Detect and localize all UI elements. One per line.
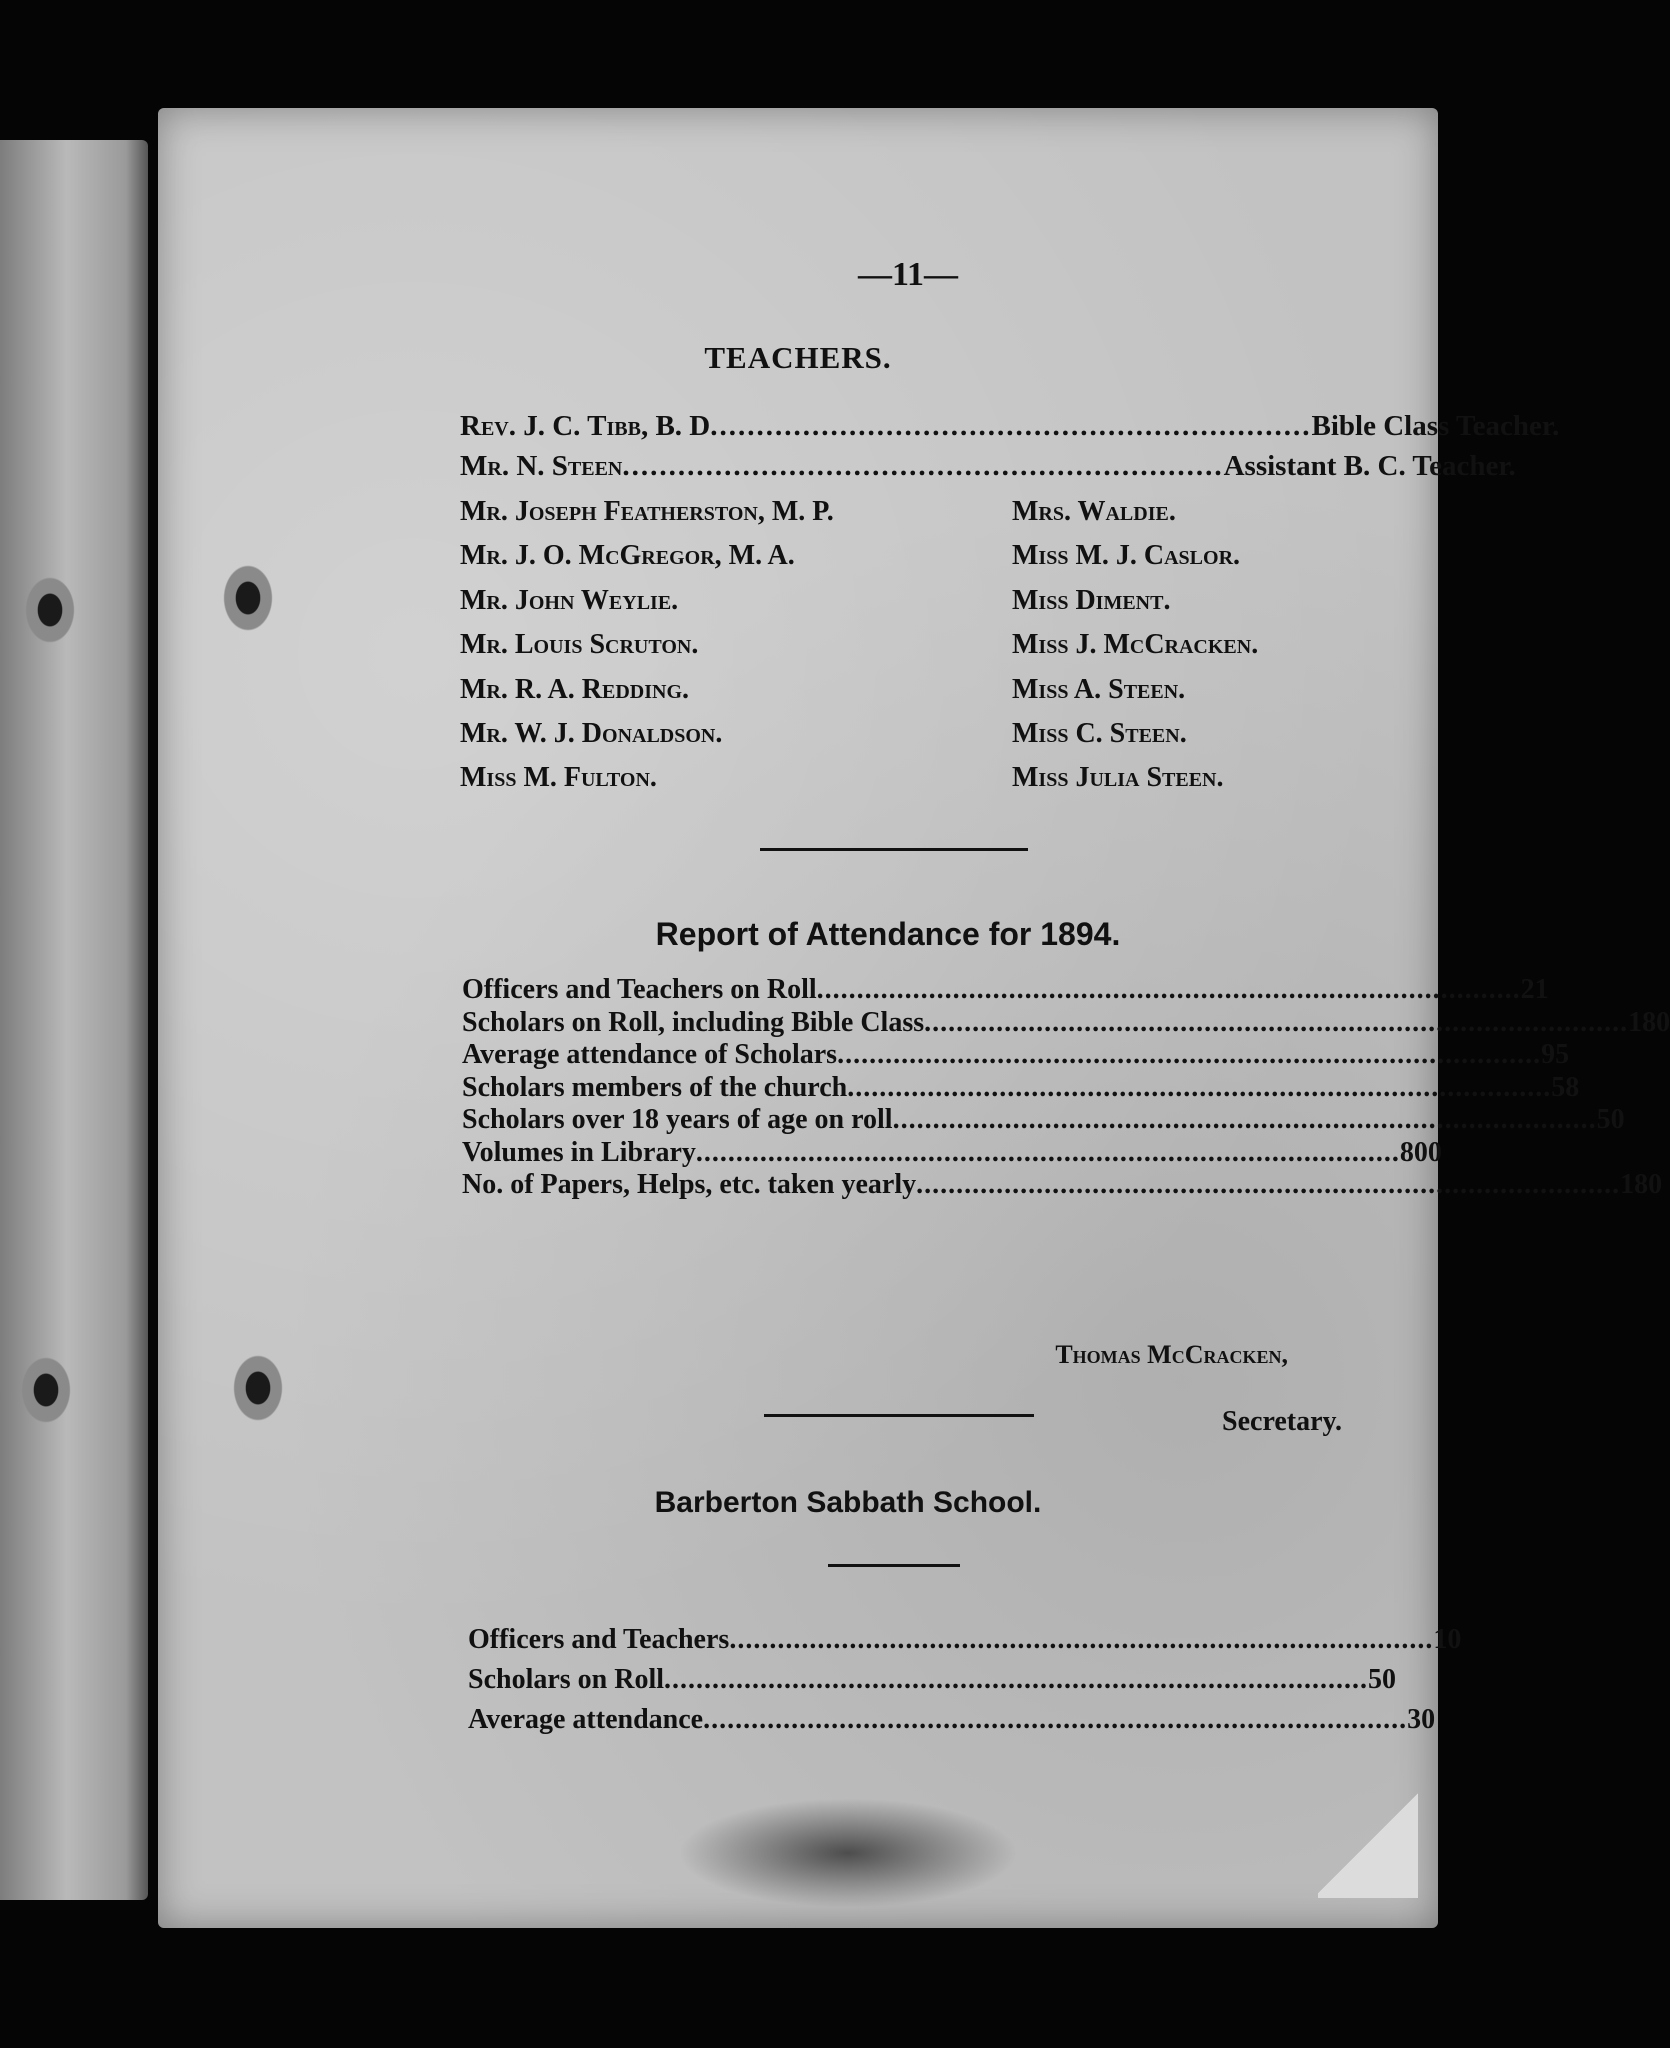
barberton-row (468, 1620, 1462, 1660)
leader-dots: ........................................................................................ (837, 1039, 1542, 1070)
row-label: Scholars on Roll, including Bible Class (462, 1006, 925, 1038)
teacher-name: Miss Julia Steen. (1012, 762, 1224, 794)
barberton-heading (158, 1486, 1438, 1520)
row-value: 21 (1520, 974, 1549, 1005)
row-value: 800 (1399, 1136, 1442, 1168)
secretary-name: Thomas McCracken, (1055, 1340, 1288, 1369)
facing-page (0, 140, 148, 1900)
row-value: 95 (1541, 1039, 1570, 1070)
barberton-row (468, 1660, 1397, 1700)
leader-dots: ........................................................................................ (664, 1664, 1369, 1695)
page-stain (678, 1798, 1018, 1908)
row-label: Scholars on Roll (468, 1664, 665, 1695)
report-heading (158, 916, 1438, 953)
teacher-name: Mr. Joseph Featherston, M. P. (460, 496, 834, 527)
teacher-name: Miss Diment. (1012, 584, 1171, 616)
teacher-name: Mr. N. Steen (460, 450, 623, 482)
attendance-row (462, 1006, 1670, 1040)
page-number: —11— (857, 256, 959, 293)
leader-dots: ................................................................. (710, 410, 1312, 442)
row-label: No. of Papers, Helps, etc. taken yearly (462, 1169, 917, 1200)
leader-dots: ........................................................................................ (816, 974, 1521, 1005)
teachers-heading-text: TEACHERS. (704, 340, 892, 375)
row-value: 30 (1407, 1704, 1436, 1735)
punch-hole (20, 570, 80, 650)
punch-hole (218, 558, 278, 638)
lead-teacher-row (460, 448, 1516, 484)
row-label: Average attendance (468, 1704, 704, 1735)
leader-dots: ........................................................................................ (695, 1136, 1400, 1168)
report-heading-text: Report of Attendance for 1894. (655, 916, 1121, 952)
leader-dots: ........................................................................................ (916, 1169, 1621, 1200)
folded-corner (1318, 1788, 1418, 1898)
row-value: 10 (1433, 1624, 1462, 1655)
teacher-name: Mr. R. A. Redding. (460, 673, 689, 705)
section-divider (760, 848, 1028, 851)
attendance-row (462, 1136, 1442, 1170)
teacher-name: Miss M. J. Caslor. (1012, 540, 1241, 572)
teacher-name: Mr. John Weylie. (460, 584, 679, 616)
teacher-name: Mrs. Waldie. (1012, 496, 1176, 527)
teacher-role: Bible Class Teacher. (1311, 410, 1560, 442)
teacher-name: Mr. W. J. Donaldson. (460, 718, 723, 750)
row-label: Officers and Teachers (468, 1624, 730, 1655)
lead-teacher-row (460, 408, 1560, 444)
row-label: Officers and Teachers on Roll (462, 974, 817, 1005)
teacher-name: Miss A. Steen. (1012, 673, 1186, 705)
attendance-list (462, 974, 1670, 1202)
leader-dots: ........................................................................................ (924, 1006, 1629, 1038)
teacher-name: Miss C. Steen. (1012, 718, 1187, 750)
book-page (158, 108, 1670, 1928)
row-value: 58 (1551, 1071, 1580, 1103)
row-label: Volumes in Library (462, 1136, 696, 1168)
teacher-name: Miss M. Fulton. (460, 762, 657, 794)
row-value: 180 (1628, 1006, 1670, 1038)
attendance-row (462, 1039, 1570, 1072)
attendance-row (462, 1071, 1580, 1105)
teacher-name: Mr. J. O. McGregor, M. A. (460, 540, 795, 572)
leader-dots: ................................................................. (622, 450, 1224, 482)
leader-dots: ........................................................................................ (892, 1104, 1597, 1135)
barberton-list (468, 1620, 1462, 1740)
row-value: 180 (1620, 1169, 1663, 1200)
secretary-title: Secretary. (1222, 1406, 1342, 1437)
section-divider (828, 1564, 960, 1567)
leader-dots: ........................................................................................ (847, 1071, 1552, 1103)
section-divider (764, 1414, 1034, 1417)
row-value: 50 (1596, 1104, 1625, 1135)
barberton-heading-text: Barberton Sabbath School. (654, 1486, 1042, 1519)
teacher-name: Rev. J. C. Tibb, B. D (460, 410, 711, 442)
attendance-row (462, 1104, 1625, 1137)
teachers-heading (158, 340, 1438, 376)
row-value: 50 (1368, 1664, 1397, 1695)
teachers-right-column (1012, 490, 1258, 801)
punch-hole (16, 1350, 76, 1430)
row-label: Average attendance of Scholars (462, 1039, 838, 1070)
row-label: Scholars over 18 years of age on roll (462, 1104, 893, 1135)
barberton-row (468, 1700, 1436, 1740)
attendance-row (462, 1169, 1663, 1202)
teacher-role: Assistant B. C. Teacher. (1223, 450, 1516, 482)
punch-hole (228, 1348, 288, 1428)
teacher-name: Miss J. McCracken. (1012, 629, 1259, 661)
leader-dots: ........................................................................................ (703, 1704, 1408, 1735)
teacher-name: Mr. Louis Scruton. (460, 629, 699, 661)
attendance-row (462, 974, 1549, 1007)
teachers-left-column (460, 490, 834, 801)
leader-dots: ........................................................................................ (729, 1624, 1434, 1655)
row-label: Scholars members of the church (462, 1071, 848, 1103)
